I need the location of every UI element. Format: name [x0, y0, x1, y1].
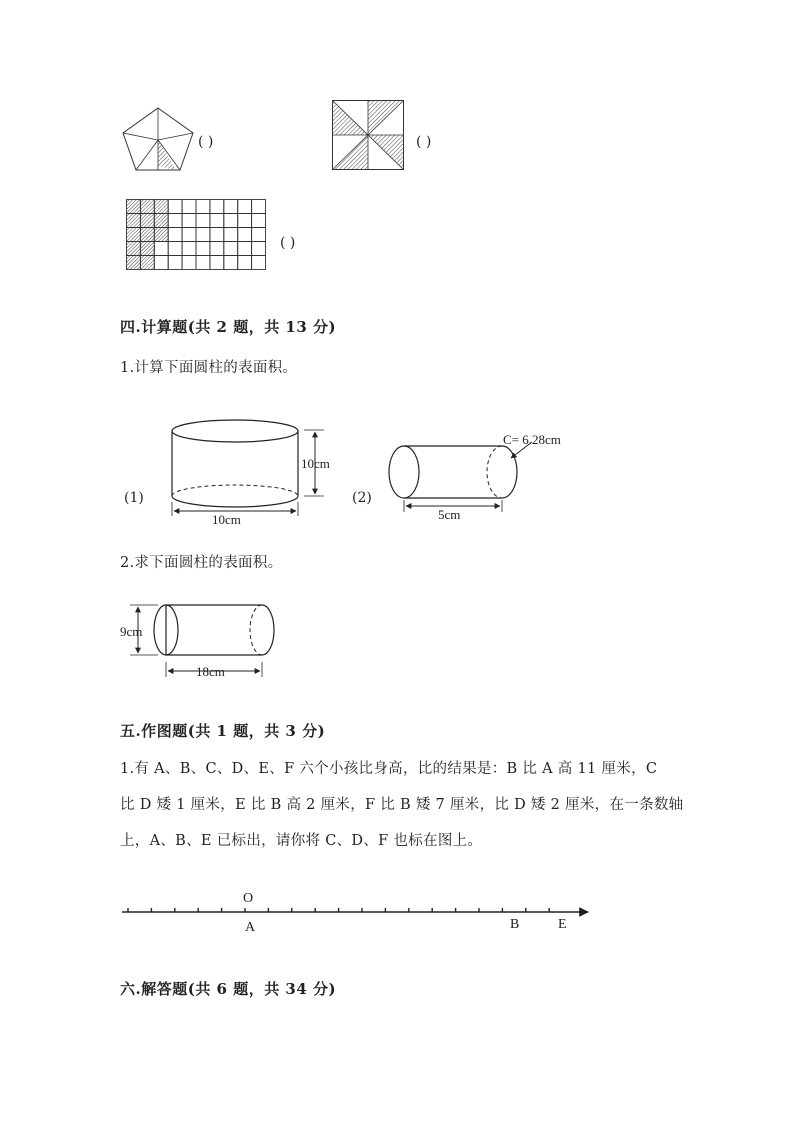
number-line-point-a-label: A: [245, 920, 256, 935]
grid-cell: [168, 228, 182, 242]
grid-cell: [252, 228, 266, 242]
grid-cell: [238, 214, 252, 228]
grid-cell: [127, 200, 141, 214]
grid-cell: [238, 228, 252, 242]
grid-figure: [126, 199, 266, 270]
pentagon-figure: [120, 106, 196, 174]
cylinder-1-label: (1): [124, 490, 144, 506]
grid-cell: [168, 214, 182, 228]
cylinder-3-figure: [118, 598, 288, 684]
square-pinwheel-figure: [332, 100, 404, 170]
grid-cell: [196, 200, 210, 214]
section-4-heading: 四.计算题(共 2 题，共 13 分): [120, 318, 337, 336]
cylinder-2-length-label: 5cm: [438, 507, 461, 522]
question-5-1-line-2: 比 D 矮 1 厘米，E 比 B 高 2 厘米，F 比 B 矮 7 厘米，比 D 矮 2 厘米，在一条数轴: [120, 797, 684, 813]
grid-cell: [140, 214, 154, 228]
section-6-heading: 六.解答题(共 6 题，共 34 分): [120, 980, 337, 998]
grid-cell: [210, 228, 224, 242]
grid-cell: [224, 214, 238, 228]
grid-cell: [238, 256, 252, 270]
cylinder-1-figure: [166, 414, 342, 530]
grid-cell: [182, 200, 196, 214]
grid-cell: [238, 242, 252, 256]
grid-cell: [154, 214, 168, 228]
question-4-1: 1.计算下面圆柱的表面积。: [120, 360, 298, 376]
blank-paren-grid[interactable]: ( ): [280, 235, 296, 251]
grid-cell: [127, 242, 141, 256]
grid-cell: [140, 242, 154, 256]
grid-cell: [210, 256, 224, 270]
grid-cell: [140, 256, 154, 270]
grid-cell: [224, 200, 238, 214]
grid-cell: [182, 242, 196, 256]
question-5-1-line-3: 上，A、B、E 已标出，请你将 C、D、F 也标在图上。: [120, 833, 483, 849]
cylinder-1-height-label: 10cm: [301, 456, 330, 471]
cylinder-2-label: (2): [352, 490, 372, 506]
grid-cell: [168, 242, 182, 256]
question-5-1-line-1: 1.有 A、B、C、D、E、F 六个小孩比身高，比的结果是：B 比 A 高 11 厘米，C: [120, 761, 658, 777]
grid-cell: [196, 214, 210, 228]
number-line-point-e-label: E: [558, 917, 567, 932]
grid-cell: [196, 256, 210, 270]
number-line-point-b-label: B: [510, 917, 520, 932]
grid-cell: [224, 242, 238, 256]
section-5-heading: 五.作图题(共 1 题，共 3 分): [120, 722, 326, 740]
grid-cell: [252, 256, 266, 270]
grid-cell: [224, 228, 238, 242]
grid-cell: [252, 214, 266, 228]
question-5-1: [120, 751, 684, 859]
cylinder-2-circumference-label: C= 6.28cm: [503, 432, 561, 447]
grid-cell: [168, 256, 182, 270]
grid-cell: [168, 200, 182, 214]
grid-cell: [182, 214, 196, 228]
blank-paren-square[interactable]: ( ): [416, 134, 432, 150]
grid-cell: [182, 228, 196, 242]
cylinder-3-length-label: 18cm: [196, 664, 225, 679]
grid-cell: [252, 242, 266, 256]
grid-cell: [154, 200, 168, 214]
grid-cell: [238, 200, 252, 214]
grid-cell: [196, 228, 210, 242]
grid-cell: [210, 214, 224, 228]
grid-cell: [210, 200, 224, 214]
grid-cell: [127, 228, 141, 242]
grid-cell: [127, 214, 141, 228]
number-line-origin-label: O: [243, 891, 254, 906]
grid-cell: [127, 256, 141, 270]
cylinder-2-figure: [384, 426, 584, 522]
grid-cell: [182, 256, 196, 270]
grid-cell: [154, 242, 168, 256]
grid-cell: [196, 242, 210, 256]
grid-cell: [252, 200, 266, 214]
number-line[interactable]: [118, 884, 598, 936]
grid-cell: [154, 256, 168, 270]
grid-cell: [224, 256, 238, 270]
grid-cell: [140, 200, 154, 214]
grid-cell: [154, 228, 168, 242]
grid-cell: [140, 228, 154, 242]
grid-cell: [210, 242, 224, 256]
question-4-2: 2.求下面圆柱的表面积。: [120, 555, 283, 571]
cylinder-3-diameter-label: 9cm: [120, 624, 143, 639]
blank-paren-pentagon[interactable]: ( ): [198, 134, 214, 150]
cylinder-1-diameter-label: 10cm: [212, 512, 241, 527]
